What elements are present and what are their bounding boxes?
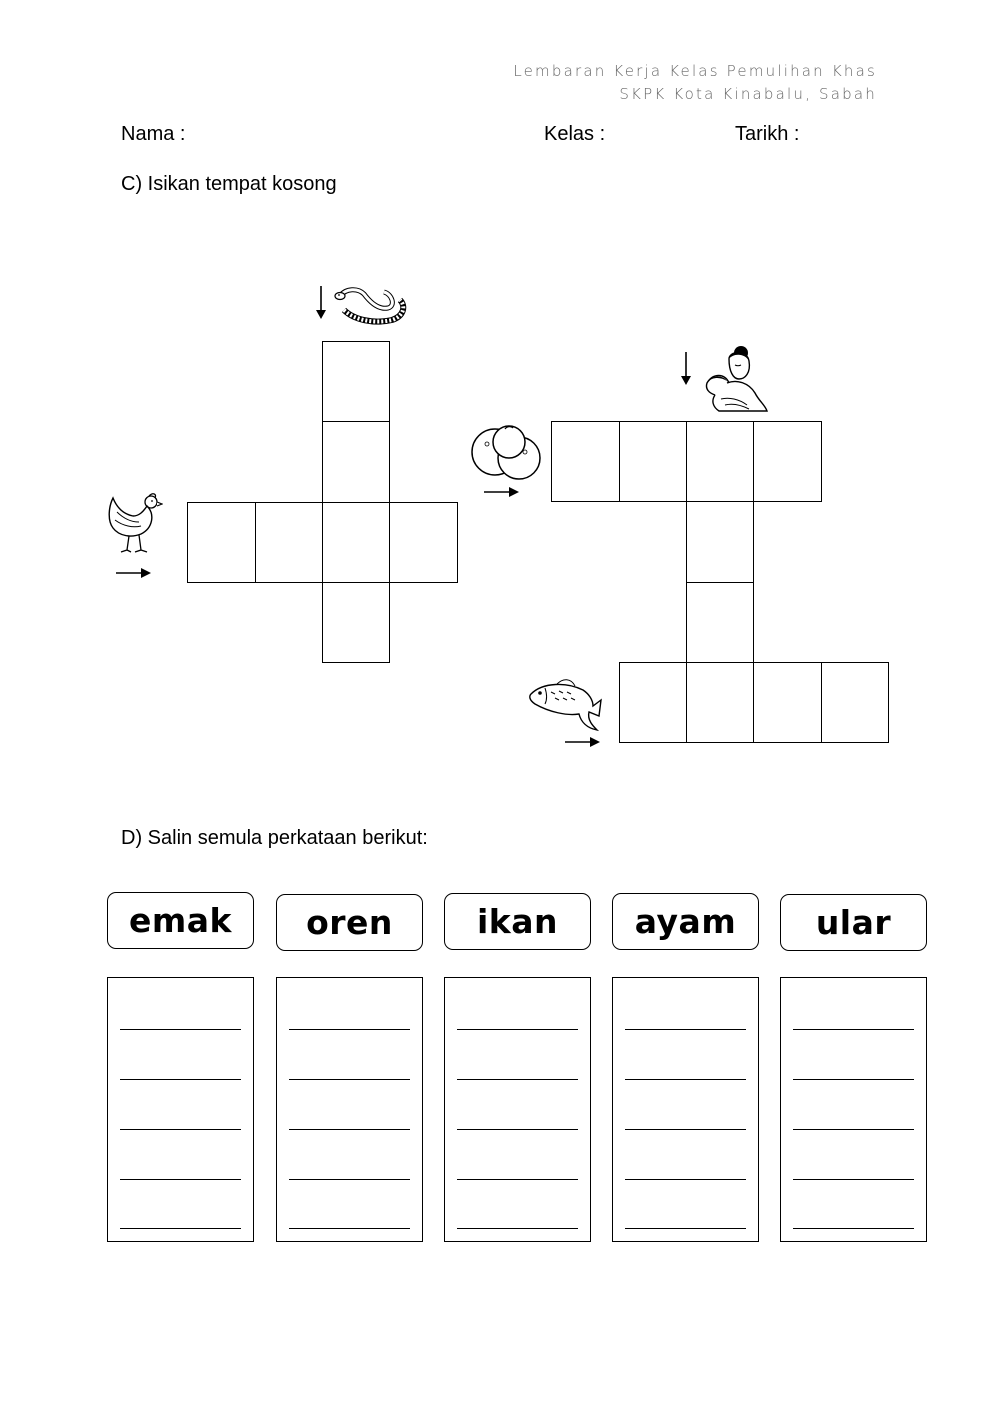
writing-line[interactable] xyxy=(120,1029,241,1030)
arrow-down-icon xyxy=(314,286,328,320)
arrow-right-icon xyxy=(116,566,152,580)
oranges-icon xyxy=(469,422,543,484)
word-box-ular: ular xyxy=(780,894,927,951)
arrow-right-icon xyxy=(484,485,520,499)
crossword-cell[interactable] xyxy=(686,582,754,663)
word-box-ikan: ikan xyxy=(444,893,591,950)
writing-line[interactable] xyxy=(120,1179,241,1180)
writing-line[interactable] xyxy=(457,1129,578,1130)
arrow-right-icon xyxy=(565,735,601,749)
crossword-cell[interactable] xyxy=(322,582,390,663)
writing-line[interactable] xyxy=(457,1079,578,1080)
writing-line[interactable] xyxy=(289,1179,410,1180)
arrow-down-icon xyxy=(679,352,693,386)
writing-line[interactable] xyxy=(793,1129,914,1130)
copy-box-ular xyxy=(780,977,927,1242)
crossword-cell[interactable] xyxy=(187,502,256,583)
crossword-cell[interactable] xyxy=(753,421,822,502)
writing-line[interactable] xyxy=(457,1228,578,1229)
crossword-cell[interactable] xyxy=(551,421,620,502)
copy-box-ayam xyxy=(612,977,759,1242)
writing-line[interactable] xyxy=(289,1129,410,1130)
writing-line[interactable] xyxy=(120,1079,241,1080)
writing-line[interactable] xyxy=(120,1228,241,1229)
crossword-cell[interactable] xyxy=(389,502,458,583)
section-d-title: D) Salin semula perkataan berikut: xyxy=(121,827,428,849)
writing-line[interactable] xyxy=(457,1179,578,1180)
name-label: Nama : xyxy=(121,123,186,145)
crossword-cell[interactable] xyxy=(686,662,754,743)
writing-line[interactable] xyxy=(793,1029,914,1030)
word-box-oren: oren xyxy=(276,894,423,951)
crossword-cell[interactable] xyxy=(753,662,822,743)
crossword-cell[interactable] xyxy=(322,341,390,422)
writing-line[interactable] xyxy=(289,1029,410,1030)
word-box-ayam: ayam xyxy=(612,893,759,950)
writing-line[interactable] xyxy=(457,1029,578,1030)
fish-icon xyxy=(527,676,603,732)
mother-icon xyxy=(699,343,769,415)
writing-line[interactable] xyxy=(625,1029,746,1030)
school-header-line2: SKPK Kota Kinabalu, Sabah xyxy=(619,85,877,103)
crossword-cell[interactable] xyxy=(686,501,754,583)
writing-line[interactable] xyxy=(120,1129,241,1130)
date-label: Tarikh : xyxy=(735,123,800,145)
writing-line[interactable] xyxy=(793,1228,914,1229)
writing-line[interactable] xyxy=(289,1079,410,1080)
school-header-line1: Lembaran Kerja Kelas Pemulihan Khas xyxy=(513,62,877,80)
section-c-title: C) Isikan tempat kosong xyxy=(121,173,337,195)
copy-box-oren xyxy=(276,977,423,1242)
copy-box-ikan xyxy=(444,977,591,1242)
writing-line[interactable] xyxy=(625,1179,746,1180)
crossword-cell[interactable] xyxy=(619,421,687,502)
crossword-cell[interactable] xyxy=(686,421,754,502)
crossword-cell[interactable] xyxy=(619,662,687,743)
chicken-icon xyxy=(103,488,163,556)
writing-line[interactable] xyxy=(625,1129,746,1130)
copy-box-emak xyxy=(107,977,254,1242)
crossword-cell[interactable] xyxy=(255,502,323,583)
snake-icon xyxy=(334,280,408,326)
crossword-cell[interactable] xyxy=(322,421,390,503)
writing-line[interactable] xyxy=(793,1079,914,1080)
writing-line[interactable] xyxy=(793,1179,914,1180)
writing-line[interactable] xyxy=(625,1228,746,1229)
word-box-emak: emak xyxy=(107,892,254,949)
writing-line[interactable] xyxy=(625,1079,746,1080)
writing-line[interactable] xyxy=(289,1228,410,1229)
crossword-cell[interactable] xyxy=(322,502,390,583)
crossword-cell[interactable] xyxy=(821,662,889,743)
class-label: Kelas : xyxy=(544,123,606,145)
